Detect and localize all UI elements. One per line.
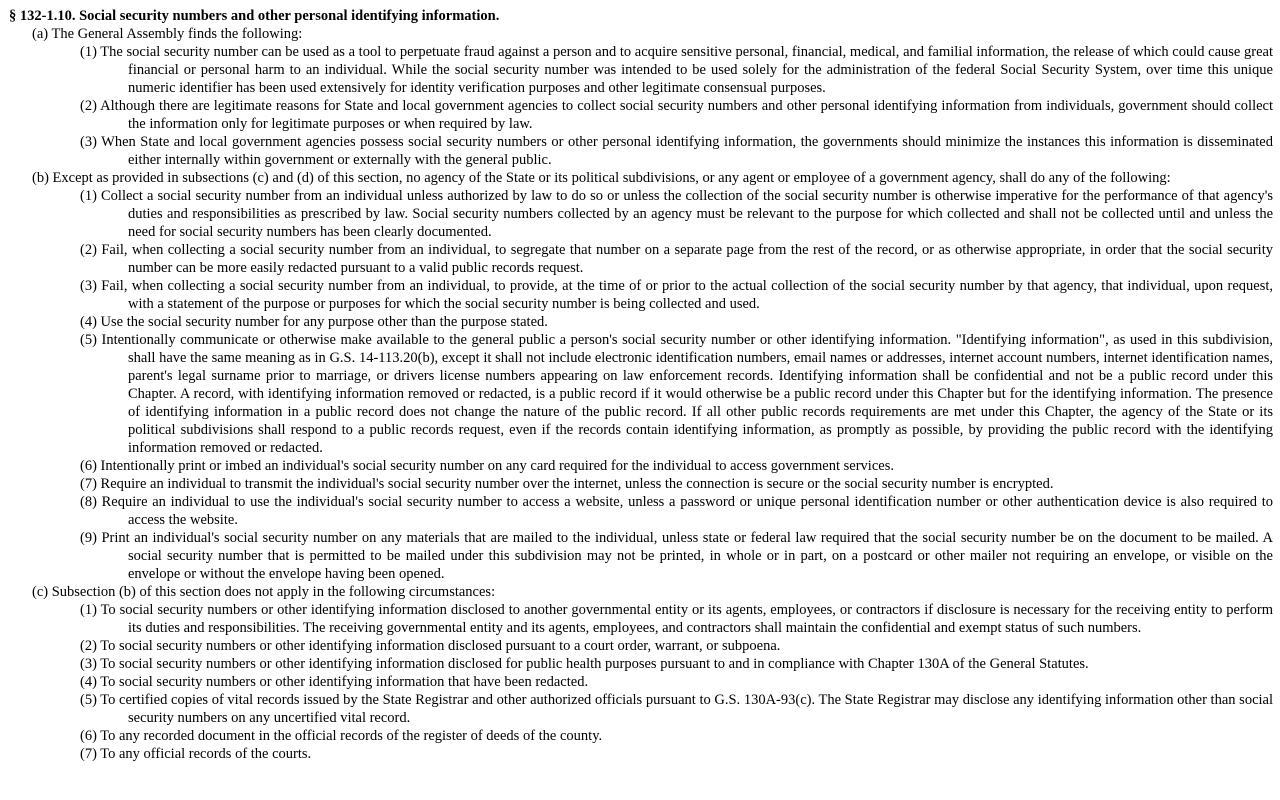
- subsection-c-item: (4) To social security numbers or other identifying information that have been redacted.: [80, 674, 589, 690]
- subsection-b-item: (9) Print an individual's social security number on any materials that are mailed to the individual, unless state or federal law required that the social security number be on the document to be mailed. A social security number that is permitted to be mailed under this subdivision may not be printed, in whole or in part, on a postcard or other mailer not requiring an envelope, or visible on the envelope or without the envelope having been opened.: [80, 530, 1273, 582]
- subsection-c-item: (1) To social security numbers or other identifying information disclosed to another governmental entity or its agents, employees, or contractors if disclosure is necessary for the receiving entity to perform its duties and responsibilities. The receiving governmental entity and its agents, employees, and contractors shall maintain the confidential and exempt status of such numbers.: [80, 602, 1273, 636]
- subsection-a-item: (1) The social security number can be used as a tool to perpetuate fraud against a person and to acquire sensitive personal, financial, medical, and familial information, the release of which could cause great financial or personal harm to an individual. While the social security number was intended to be used solely for the administration of the federal Social Security System, over time this unique numeric identifier has been used extensively for identity verification purposes and other legitimate consensual purposes.: [80, 44, 1273, 96]
- subsection-b-item: (8) Require an individual to use the individual's social security number to access a website, unless a password or unique personal identification number or other authentication device is also required to access the website.: [80, 494, 1273, 528]
- subsection-c-intro: (c) Subsection (b) of this section does not apply in the following circumstances:: [32, 584, 496, 600]
- subsection-c-item: (2) To social security numbers or other identifying information disclosed pursuant to a court order, warrant, or subpoena.: [80, 638, 781, 654]
- subsection-c-item: (6) To any recorded document in the official records of the register of deeds of the county.: [80, 728, 603, 744]
- subsection-c-items: [9, 601, 1273, 763]
- subsection-a-items: [9, 43, 1273, 169]
- subsection-c-item: (7) To any official records of the courts.: [80, 746, 312, 762]
- subsection-c-item: (3) To social security numbers or other identifying information disclosed for public health purposes pursuant to and in compliance with Chapter 130A of the General Statutes.: [80, 656, 1089, 672]
- section-heading: § 132-1.10. Social security numbers and other personal identifying information.: [9, 8, 500, 24]
- subsection-a-item: (2) Although there are legitimate reasons for State and local government agencies to collect social security numbers and other personal identifying information from individuals, government should collect the information only for legitimate purposes or when required by law.: [80, 98, 1273, 132]
- subsection-b-item: (3) Fail, when collecting a social security number from an individual, to provide, at the time of or prior to the actual collection of the social security number by that agency, that individual, upon request, with a statement of the purpose or purposes for which the social security number is being collected and used.: [80, 278, 1273, 312]
- subsection-b-intro: (b) Except as provided in subsections (c) and (d) of this section, no agency of the State or its political subdivisions, or any agent or employee of a government agency, shall do any of the following:: [32, 170, 1171, 186]
- subsection-b-items: [9, 187, 1273, 583]
- subsection-b-item: (2) Fail, when collecting a social security number from an individual, to segregate that number on a separate page from the rest of the record, or as otherwise appropriate, in order that the social security number can be more easily redacted pursuant to a valid public records request.: [80, 242, 1273, 276]
- subsection-b-item: (1) Collect a social security number from an individual unless authorized by law to do so or unless the collection of the social security number is otherwise imperative for the performance of that agency's duties and responsibilities as prescribed by law. Social security numbers collected by an agency must be relevant to the purpose for which collected and shall not be collected until and unless the need for social security numbers has been clearly documented.: [80, 188, 1273, 240]
- subsection-b-item: (5) Intentionally communicate or otherwise make available to the general public a person's social security number or other identifying information. "Identifying information", as used in this subdivision, shall have the same meaning as in G.S. 14-113.20(b), except it shall not include electronic identification numbers, email names or addresses, internet account numbers, internet identification names, parent's legal surname prior to marriage, or drivers license numbers appearing on law enforcement records. Identifying information shall be confidential and not be a public record under this Chapter. A record, with identifying information removed or redacted, is a public record if it would otherwise be a public record under this Chapter but for the identifying information. The presence of identifying information in a public record does not change the nature of the public record. If all other public records requirements are met under this Chapter, the agency of the State or its political subdivisions shall respond to a public records request, even if the records contain identifying information, as promptly as possible, by providing the public record with the identifying information removed or redacted.: [80, 332, 1273, 456]
- subsection-b-item: (6) Intentionally print or imbed an individual's social security number on any card required for the individual to access government services.: [80, 458, 894, 474]
- subsection-b-item: (4) Use the social security number for any purpose other than the purpose stated.: [80, 314, 548, 330]
- subsection-b-item: (7) Require an individual to transmit the individual's social security number over the internet, unless the connection is secure or the social security number is encrypted.: [80, 476, 1054, 492]
- subsection-a-item: (3) When State and local government agencies possess social security numbers or other personal identifying information, the governments should minimize the instances this information is disseminated either internally within government or externally with the general public.: [80, 134, 1273, 168]
- subsection-a-intro: (a) The General Assembly finds the following:: [32, 26, 303, 42]
- subsection-c-item: (5) To certified copies of vital records issued by the State Registrar and other authorized officials pursuant to G.S. 130A-93(c). The State Registrar may disclose any identifying information other than social security numbers on any uncertified vital record.: [80, 692, 1273, 726]
